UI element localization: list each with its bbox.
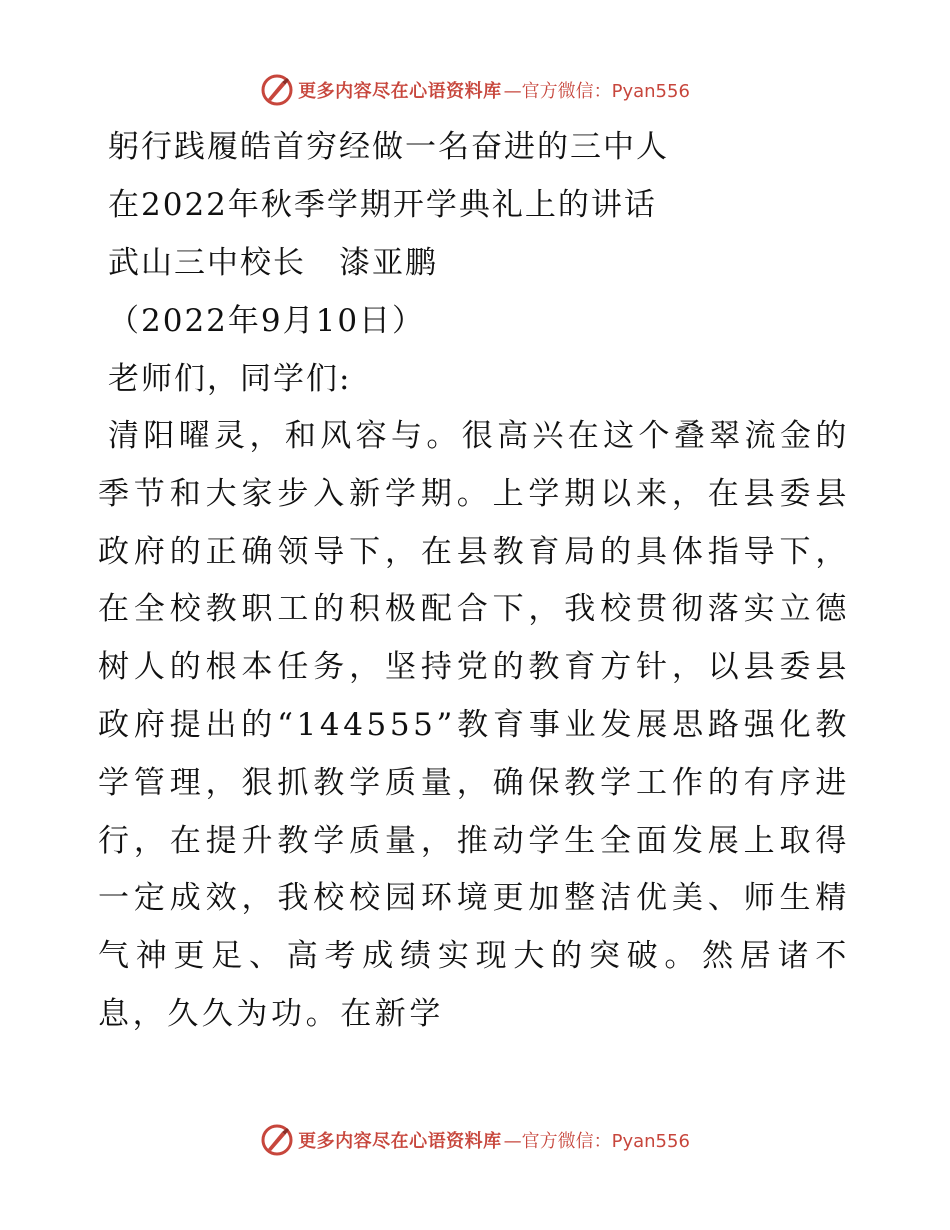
quill-logo-icon	[260, 73, 294, 107]
watermark-text: 更多内容尽在心语资料库	[298, 81, 502, 102]
watermark-suffix: —官方微信：Pyan556	[503, 1131, 690, 1152]
salutation: 老师们，同学们:	[108, 361, 352, 397]
body-paragraph: 清阳曜灵，和风容与。很高兴在这个叠翠流金的季节和大家步入新学期。上学期以来，在县委县政府的正确领导下，在县教育局的具体指导下，在全校教职工的积极配合下，我校贯彻落实立德树人的根本任务，坚持党的教育方针，以县委县政府提出的“144555”教育事业发展思路强化教学管理，狠抓教学质量，确保教学工作的有序进行，在提升教学质量，推动学生全面发展上取得一定成效，我校校园环境更加整洁优美、师生精气神更足、高考成绩实现大的突破。然居诸不息，久久为功。在新学	[98, 418, 850, 1032]
watermark-group	[260, 73, 690, 107]
watermark-suffix: —官方微信：Pyan556	[503, 81, 690, 102]
quill-logo-icon	[260, 1123, 294, 1157]
watermark-banner-bottom	[0, 1118, 950, 1162]
document-title: 躬行践履皓首穷经做一名奋进的三中人	[108, 129, 669, 165]
document-subtitle: 在2022年秋季学期开学典礼上的讲话	[108, 187, 657, 223]
watermark-group	[260, 1123, 690, 1157]
watermark-banner-top	[0, 68, 950, 112]
date-line: （2022年9月10日）	[108, 303, 426, 339]
author-line: 武山三中校长 漆亚鹏	[108, 245, 438, 281]
document-body	[98, 118, 850, 1075]
watermark-text: 更多内容尽在心语资料库	[298, 1131, 502, 1152]
